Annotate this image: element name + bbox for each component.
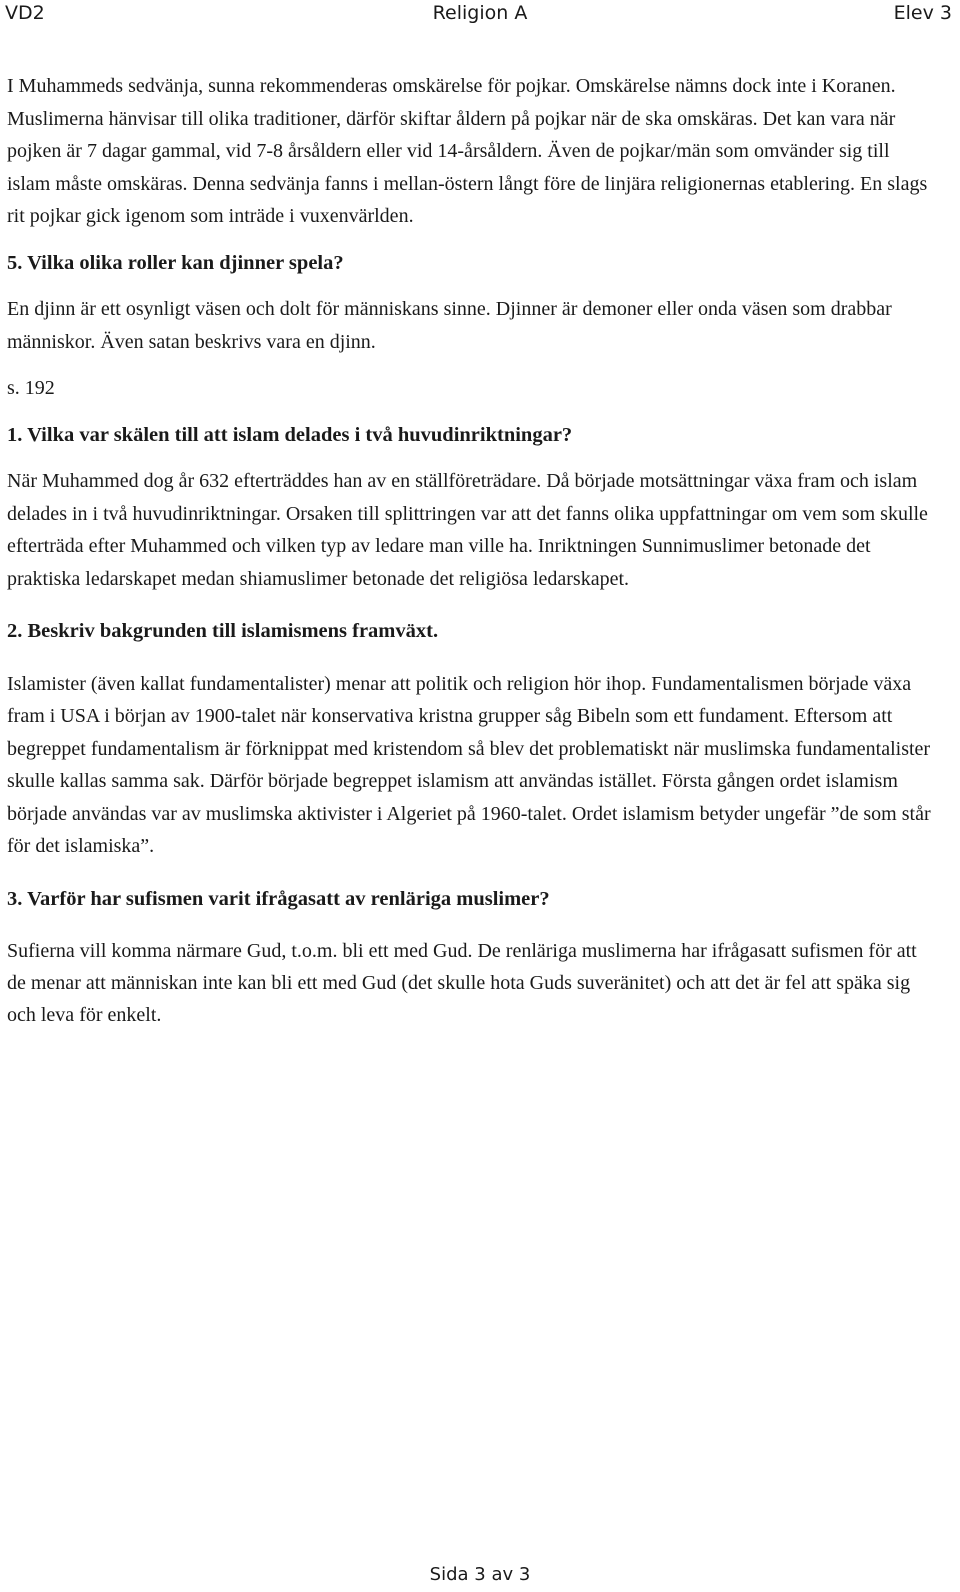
intro-paragraph: I Muhammeds sedvänja, sunna rekommenderas omskärelse för pojkar. Omskärelse nämns dock inte i Koranen. Muslimerna hänvisar till olika traditioner, därför skiftar åldern på pojkar när de ska omskäras. Det kan vara när pojken är 7 dagar gammal, vid 7-8 årsåldern eller vid 14-årsåldern. Även de pojkar/män som omvänder sig till islam måste omskäras. Denna sedvänja fanns i mellan-östern långt före de linjära religionernas etablering. En slags rit pojkar gick igenom som inträde i vuxenvärlden. xyxy=(7,75,928,227)
page-header xyxy=(0,0,960,28)
header-student: Elev 3 xyxy=(893,2,952,24)
page-footer: Sida 3 av 3 xyxy=(429,1564,531,1585)
header-subject: Religion A xyxy=(432,2,528,24)
question-2-answer: Islamister (även kallat fundamentalister) menar att politik och religion hör ihop. Fundamentalismen började växa fram i USA i början av 1900-talet när konservativa kristna grupper såg Bibeln som ett fundament. Eftersom att begreppet fundamentalism är förknippat med kristendom så blev det problematiskt när muslimska fundamentalister skulle kallas samma sak. Därför började begreppet islamism att användas istället. Första gången ordet islamism började användas var av muslimska aktivister i Algeriet på 1960-talet. Ordet islamism betyder ungefär ”de som står för det islamiska”. xyxy=(7,672,931,857)
document-body xyxy=(7,70,937,1031)
question-3-answer: Sufierna vill komma närmare Gud, t.o.m. bli ett med Gud. De renläriga muslimerna har ifrågasatt sufismen för att de menar att människan inte kan bli ett med Gud (det skulle hota Guds suveränitet) och att det är fel att späka sig och leva för enkelt. xyxy=(7,940,917,1026)
question-1-heading: 1. Vilka var skälen till att islam delades i två huvudinriktningar? xyxy=(7,423,573,446)
question-5-answer: En djinn är ett osynligt väsen och dolt för människans sinne. Djinner är demoner eller onda väsen som drabbar människor. Även satan beskrivs vara en djinn. xyxy=(7,298,892,353)
page-reference: s. 192 xyxy=(7,377,55,399)
question-5-heading: 5. Vilka olika roller kan djinner spela? xyxy=(7,251,344,274)
question-1-answer: När Muhammed dog år 632 efterträddes han av en ställföreträdare. Då började motsättningar växa fram och islam delades in i två huvudinriktningar. Orsaken till splittringen var att det fanns olika uppfattningar om vem som skulle efterträda efter Muhammed och vilken typ av ledare man ville ha. Inriktningen Sunnimuslimer betonade det praktiska ledarskapet medan shiamuslimer betonade det religiösa ledarskapet. xyxy=(7,470,928,590)
header-course-code: VD2 xyxy=(5,2,45,24)
question-3-heading: 3. Varför har sufismen varit ifrågasatt av renläriga muslimer? xyxy=(7,887,550,910)
question-2-heading: 2. Beskriv bakgrunden till islamismens framväxt. xyxy=(7,620,439,642)
